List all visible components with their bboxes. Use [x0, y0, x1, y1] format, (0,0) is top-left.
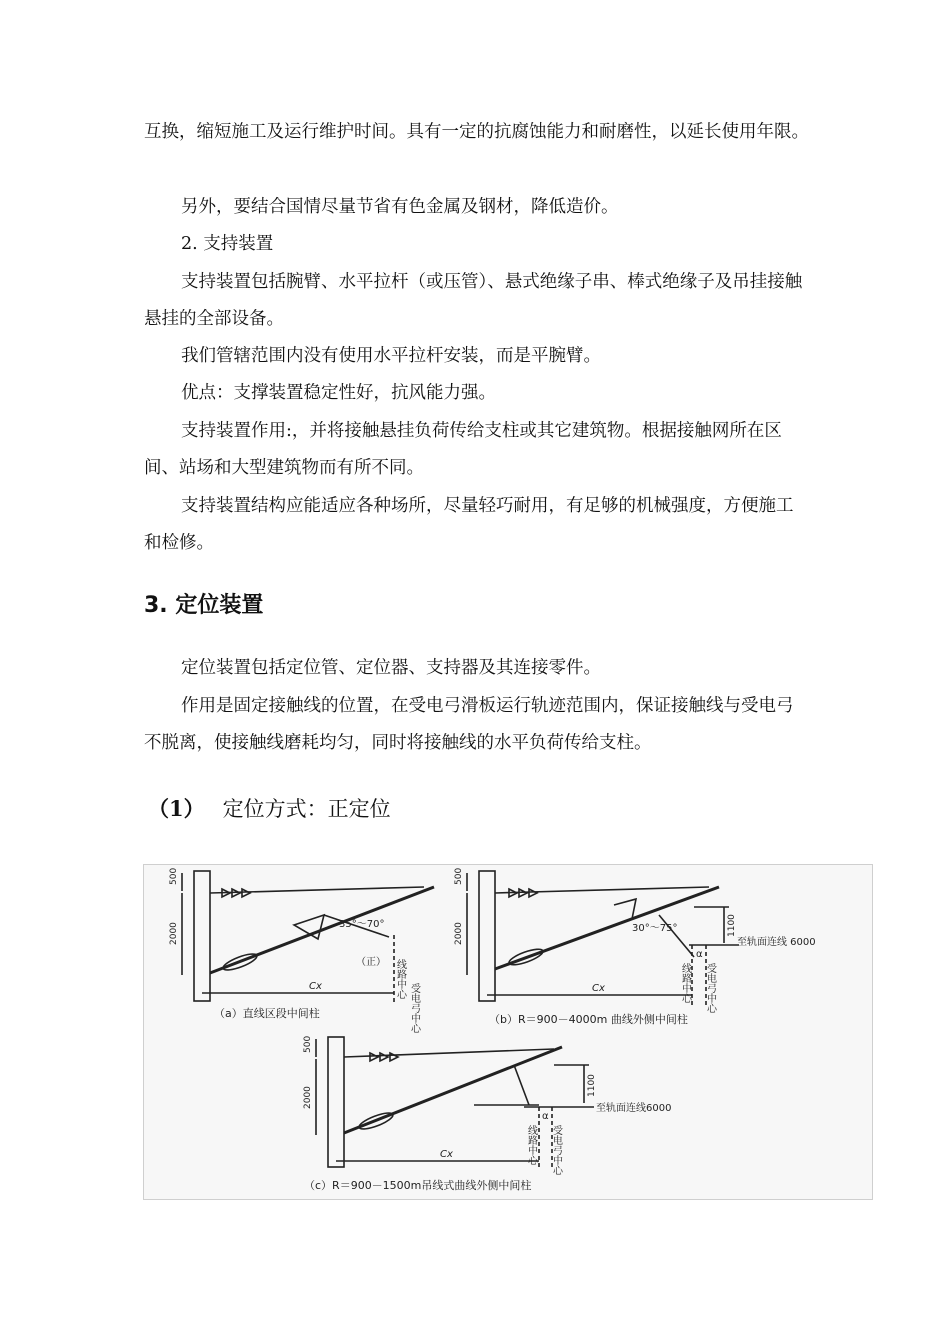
sub-heading [148, 793, 391, 823]
caption-a: （a）直线区段中间柱 [214, 1007, 320, 1020]
alpha-b: α [696, 949, 703, 960]
caption-c: （c）R＝900－1500m吊线式曲线外侧中间柱 [304, 1179, 532, 1192]
section-number: 3. [144, 593, 168, 618]
line-center-label-c: 线路中心 [525, 1125, 537, 1165]
pantograph-center-label-a: 受电弓中心 [408, 983, 420, 1033]
paragraph-positioning-components: 定位装置包括定位管、定位器、支持器及其连接零件。 [181, 658, 601, 678]
positioning-diagram-figure [143, 864, 873, 1200]
insulator-top-c [370, 1053, 398, 1061]
cantilever-c [344, 1047, 562, 1133]
paragraph-save-materials: 另外，要结合国情尽量节省有色金属及钢材，降低造价。 [181, 197, 619, 217]
cantilever-b [495, 887, 719, 969]
sub-heading-number: （1） [148, 796, 205, 821]
dim-500-b: 500 [454, 867, 464, 885]
pole-a [194, 871, 210, 1001]
pantograph-center-label-b: 受电弓中心 [704, 963, 716, 1013]
pole-c [328, 1037, 344, 1167]
line-center-label-b: 线路中心 [679, 963, 691, 1003]
dim-1100-c: 1100 [587, 1074, 597, 1097]
sub-heading-text: 定位方式：正定位 [222, 797, 391, 821]
paragraph-flat-cantilever: 我们管辖范围内没有使用水平拉杆安装，而是平腕臂。 [181, 346, 601, 366]
zheng-label-a: （正） [356, 957, 386, 968]
paragraph-support-function: 支持装置作用:，并将接触悬挂负荷传给支柱或其它建筑物。根据接触网所在区间、站场和大型建筑物而有所不同。 [144, 421, 782, 478]
dim-2000-c: 2000 [303, 1086, 313, 1109]
caption-b: （b）R＝900－4000m 曲线外侧中间柱 [489, 1013, 688, 1026]
cx-label-c: Cx [440, 1149, 453, 1160]
section-title: 定位装置 [175, 593, 264, 618]
dim-2000-b: 2000 [454, 922, 464, 945]
line-center-label-a: 线路中心 [394, 959, 406, 999]
angle-b: 30°～75° [632, 923, 678, 934]
alpha-c: α [542, 1111, 549, 1122]
pantograph-center-label-c: 受电弓中心 [550, 1125, 562, 1175]
dim-500-a: 500 [169, 867, 179, 885]
steady-arm-b [659, 915, 694, 957]
paragraph-maintenance: 互换，缩短施工及运行维护时间。具有一定的抗腐蚀能力和耐磨性，以延长使用年限。 [144, 122, 809, 142]
dim-2000-a: 2000 [169, 922, 179, 945]
rail-label-b: 至轨面连线 6000 [737, 937, 816, 948]
subsection-support-device: 2. 支持装置 [181, 234, 274, 254]
bracket-b [614, 899, 636, 919]
section-heading [144, 588, 263, 619]
cx-label-b: Cx [592, 983, 605, 994]
positioning-diagram [144, 865, 872, 1199]
rail-label-c: 至轨面连线6000 [596, 1103, 672, 1114]
paragraph-positioning-function: 作用是固定接触线的位置，在受电弓滑板运行轨迹范围内，保证接触线与受电弓不脱离，使接触线磨耗均匀，同时将接触线的水平负荷传给支柱。 [144, 696, 794, 753]
pole-b [479, 871, 495, 1001]
hanger-c [514, 1065, 529, 1105]
stay-wire-b [495, 887, 709, 893]
paragraph-support-structure: 支持装置结构应能适应各种场所，尽量轻巧耐用，有足够的机械强度，方便施工和检修。 [144, 496, 794, 553]
paragraph-support-components: 支持装置包括腕臂、水平拉杆（或压管）、悬式绝缘子串、棒式绝缘子及吊挂接触悬挂的全部设备。 [144, 272, 803, 329]
dim-500-c: 500 [303, 1035, 313, 1053]
angle-a: 35°～70° [339, 919, 385, 930]
dim-1100-b: 1100 [727, 914, 737, 937]
cx-label-a: Cx [309, 981, 322, 992]
paragraph-advantages: 优点：支撑装置稳定性好，抗风能力强。 [181, 383, 496, 403]
